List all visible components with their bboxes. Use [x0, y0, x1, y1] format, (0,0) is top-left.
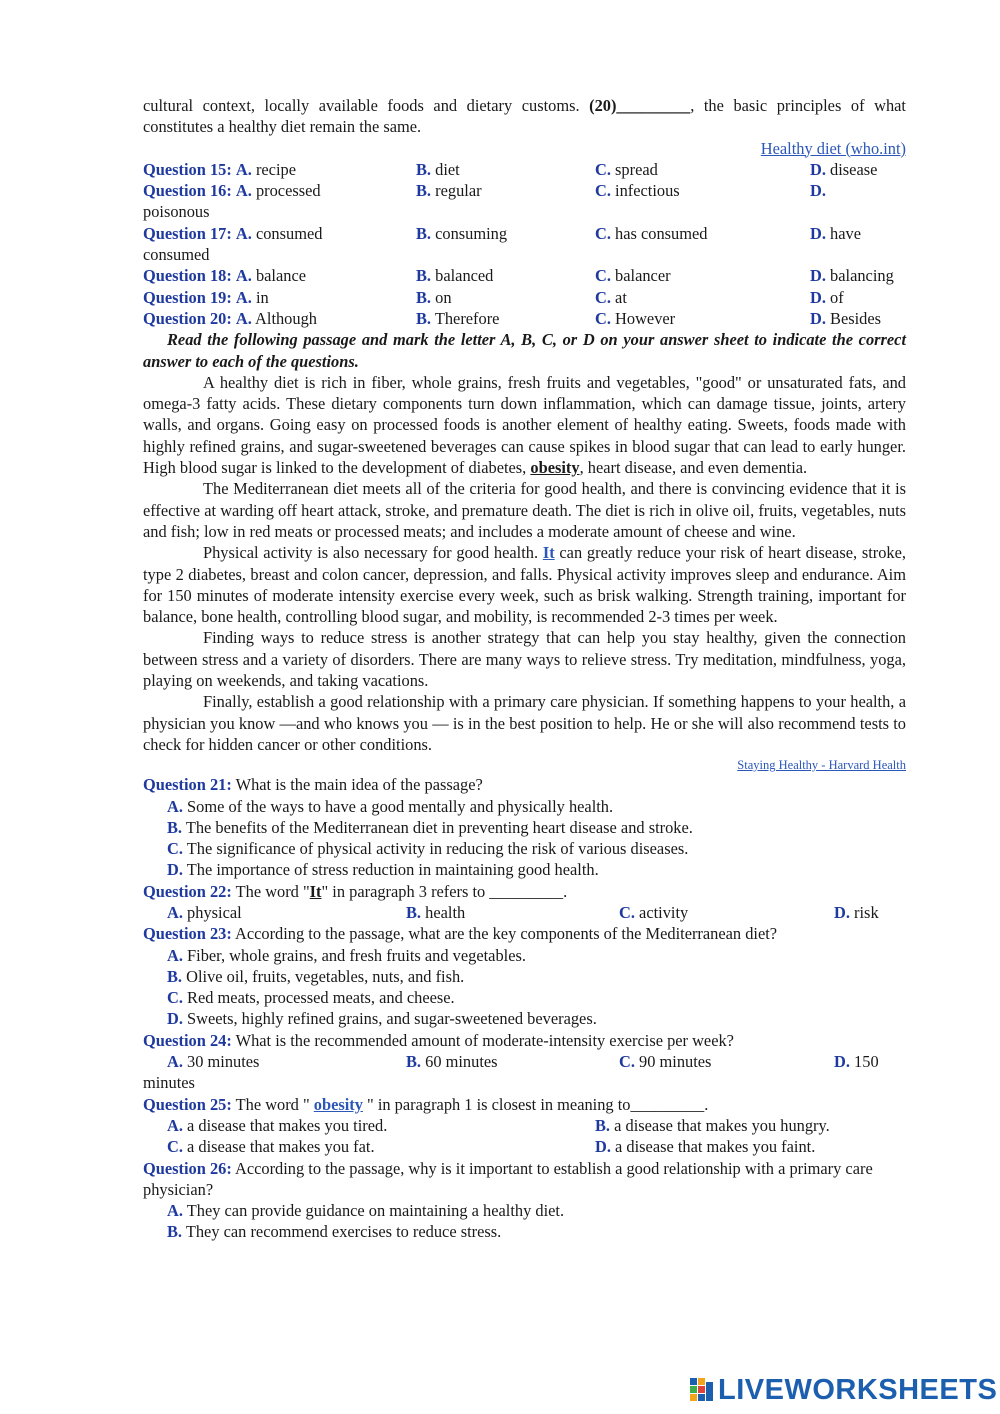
option-b[interactable]: B. consuming [416, 223, 508, 243]
logo-text: LIVEWORKSHEETS [718, 1373, 998, 1406]
question-22: Question 22: The word "It" in paragraph 3 refers to _________. [143, 881, 568, 901]
question-23-options [143, 945, 906, 1030]
option-b[interactable]: B. health [406, 902, 466, 922]
passage-paragraph-4: Finding ways to reduce stress is another strategy that can help you stay healthy, given the connection between stress and a variety of disorders. There are many ways to relieve stress. Try meditation, mindfulness, yoga, playing on weekends, and taking vacations. [143, 628, 906, 691]
option-c[interactable]: C. infectious [595, 181, 680, 201]
cloze-question-row [143, 265, 906, 286]
question-21: Question 21: What is the main idea of the passage? [143, 775, 483, 795]
option-b[interactable]: B. a disease that makes you hungry. [595, 1115, 830, 1135]
option-c[interactable]: C. has consumed [595, 223, 708, 243]
option-c[interactable]: C. However [595, 308, 676, 328]
question-label: Question 16: [143, 181, 232, 201]
option-d[interactable]: D. have [810, 223, 861, 243]
option-d[interactable]: D. [810, 181, 826, 201]
option-d[interactable]: D. balancing [810, 266, 894, 286]
liveworksheets-logo [690, 1374, 997, 1406]
question-23: Question 23: According to the passage, what are the key components of the Mediterranean diet? [143, 924, 778, 944]
option-b[interactable]: B. on [416, 287, 452, 307]
question-22-word: It [309, 881, 322, 901]
option-a[interactable]: A. They can provide guidance on maintaining a healthy diet. [167, 1201, 565, 1221]
option-c[interactable]: C. Red meats, processed meats, and cheese. [167, 988, 455, 1008]
option-a[interactable]: A. Some of the ways to have a good mentally and physically health. [167, 796, 614, 816]
logo-icon [690, 1376, 714, 1404]
option-a[interactable]: A. Although [235, 308, 317, 328]
option-c[interactable]: C. balancer [595, 266, 671, 286]
cloze-question-row: Question 17: A. consumed B. consuming C. has consumed D. have consumed [143, 223, 861, 265]
option-c[interactable]: C. activity [619, 902, 689, 922]
question-21-options [143, 796, 906, 881]
passage-paragraph-5: Finally, establish a good relationship with a primary care physician. If something happens to your health, a physician you know —and who knows you — is in the best position to help. He or she will also recommend tests to check for hidden cancer or other conditions. [143, 692, 906, 754]
option-d[interactable]: D. Sweets, highly refined grains, and sugar-sweetened beverages. [167, 1009, 597, 1029]
worksheet-page [143, 95, 906, 1243]
question-25: Question 25: The word " obesity " in paragraph 1 is closest in meaning to_________. [143, 1094, 709, 1114]
option-c[interactable]: C. The significance of physical activity in reducing the risk of various diseases. [167, 839, 689, 859]
option-d[interactable]: D. Besides [810, 308, 882, 328]
question-label: Question 18: [143, 266, 232, 286]
option-b[interactable]: B. Olive oil, fruits, vegetables, nuts, and fish. [167, 966, 465, 986]
question-22-options [143, 902, 906, 923]
option-a[interactable]: A. recipe [235, 159, 296, 179]
question-24-options: A. 30 minutes B. 60 minutes C. 90 minutes D. 150 minutes [143, 1052, 879, 1093]
option-b[interactable]: B. balanced [416, 266, 494, 286]
intro-paragraph: cultural context, locally available foods and dietary customs. (20)_________, the basic principles of what constitutes a healthy diet remain the same. [143, 96, 906, 137]
option-b[interactable]: B. 60 minutes [406, 1052, 498, 1072]
option-b[interactable]: B. regular [416, 181, 482, 201]
option-a[interactable]: A. 30 minutes [167, 1052, 260, 1072]
cloze-question-row: Question 16: A. processed B. regular C. infectious D. poisonous [143, 181, 826, 222]
option-c[interactable]: C. a disease that makes you fat. [167, 1137, 375, 1157]
option-a[interactable]: A. consumed [235, 223, 323, 243]
cloze-question-row [143, 287, 906, 308]
question-label: Question 20: [143, 308, 232, 328]
option-b[interactable]: B. They can recommend exercises to reduce stress. [167, 1222, 502, 1242]
option-a[interactable]: A. processed [235, 181, 321, 201]
highlight-word-it: It [542, 543, 555, 563]
cloze-question-row [143, 308, 906, 329]
reading-instruction: Read the following passage and mark the letter A, B, C, or D on your answer sheet to indicate the correct answer to each of the questions. [143, 330, 906, 371]
source-link-harvard[interactable]: Staying Healthy - Harvard Health [737, 758, 906, 773]
option-a[interactable]: A. Fiber, whole grains, and fresh fruits and vegetables. [167, 945, 526, 965]
option-d[interactable]: D. 150 [834, 1052, 879, 1072]
question-25-options [143, 1115, 906, 1158]
option-a[interactable]: A. a disease that makes you tired. [167, 1115, 388, 1135]
blank-20[interactable]: (20)_________ [589, 96, 691, 115]
option-d[interactable]: D. a disease that makes you faint. [595, 1137, 816, 1157]
question-label: Question 19: [143, 287, 232, 307]
option-b[interactable]: B. Therefore [416, 308, 500, 328]
question-label: Question 17: [143, 223, 232, 243]
option-c[interactable]: C. at [595, 287, 627, 307]
question-label: Question 15: [143, 159, 232, 179]
option-c[interactable]: C. 90 minutes [619, 1052, 712, 1072]
option-c[interactable]: C. spread [595, 159, 658, 179]
passage-paragraph-3: Physical activity is also necessary for good health. It can greatly reduce your risk of heart disease, stroke, type 2 diabetes, breast and colon cancer, depression, and falls. Physical activity improves sleep and endurance. Aim for 150 minutes of moderate intensity exercise every week, such as brisk walking. Strength training, important for balance, bone health, controlling blood sugar, and mobility, is recommended 2-3 times per week. [143, 543, 906, 627]
question-26: Question 26: According to the passage, why is it important to establish a good relationship with a primary care physician? [143, 1158, 873, 1199]
source-link-who[interactable]: Healthy diet (who.int) [760, 138, 906, 158]
option-d[interactable]: D. of [810, 287, 844, 307]
option-a[interactable]: A. in [235, 287, 269, 307]
option-b[interactable]: B. diet [416, 159, 460, 179]
option-d[interactable]: D. risk [834, 902, 879, 922]
cloze-question-row [143, 159, 906, 180]
passage-paragraph-1: A healthy diet is rich in fiber, whole grains, fresh fruits and vegetables, "good" or unsaturated fats, and omega-3 fatty acids. These dietary components turn down inflammation, which can damage tissue, joints, artery walls, and organs. Going easy on processed foods is another element of healthy eating. Sweets, foods made with highly refined grains, and sugar-sweetened beverages can cause spikes in blood sugar that can lead to early hunger. High blood sugar is linked to the development of diabetes, obesity, heart disease, and even dementia. [143, 372, 906, 478]
question-26-options [143, 1200, 906, 1243]
option-a[interactable]: A. balance [235, 266, 306, 286]
passage-paragraph-2: The Mediterranean diet meets all of the criteria for good health, and there is convincing evidence that it is effective at warding off heart attack, stroke, and premature death. The diet is rich in olive oil, fruits, vegetables, nuts and fish; low in red meats or processed meats; and includes a moderate amount of cheese and wine. [143, 479, 906, 541]
cloze-questions [143, 159, 906, 329]
option-b[interactable]: B. The benefits of the Mediterranean diet in preventing heart disease and stroke. [167, 817, 693, 837]
question-25-word: obesity [313, 1094, 363, 1114]
highlight-word-obesity: obesity [530, 458, 580, 478]
option-d[interactable]: D. The importance of stress reduction in maintaining good health. [167, 860, 599, 880]
option-d[interactable]: D. disease [810, 159, 878, 179]
question-24: Question 24: What is the recommended amount of moderate-intensity exercise per week? [143, 1030, 734, 1050]
option-a[interactable]: A. physical [167, 902, 242, 922]
